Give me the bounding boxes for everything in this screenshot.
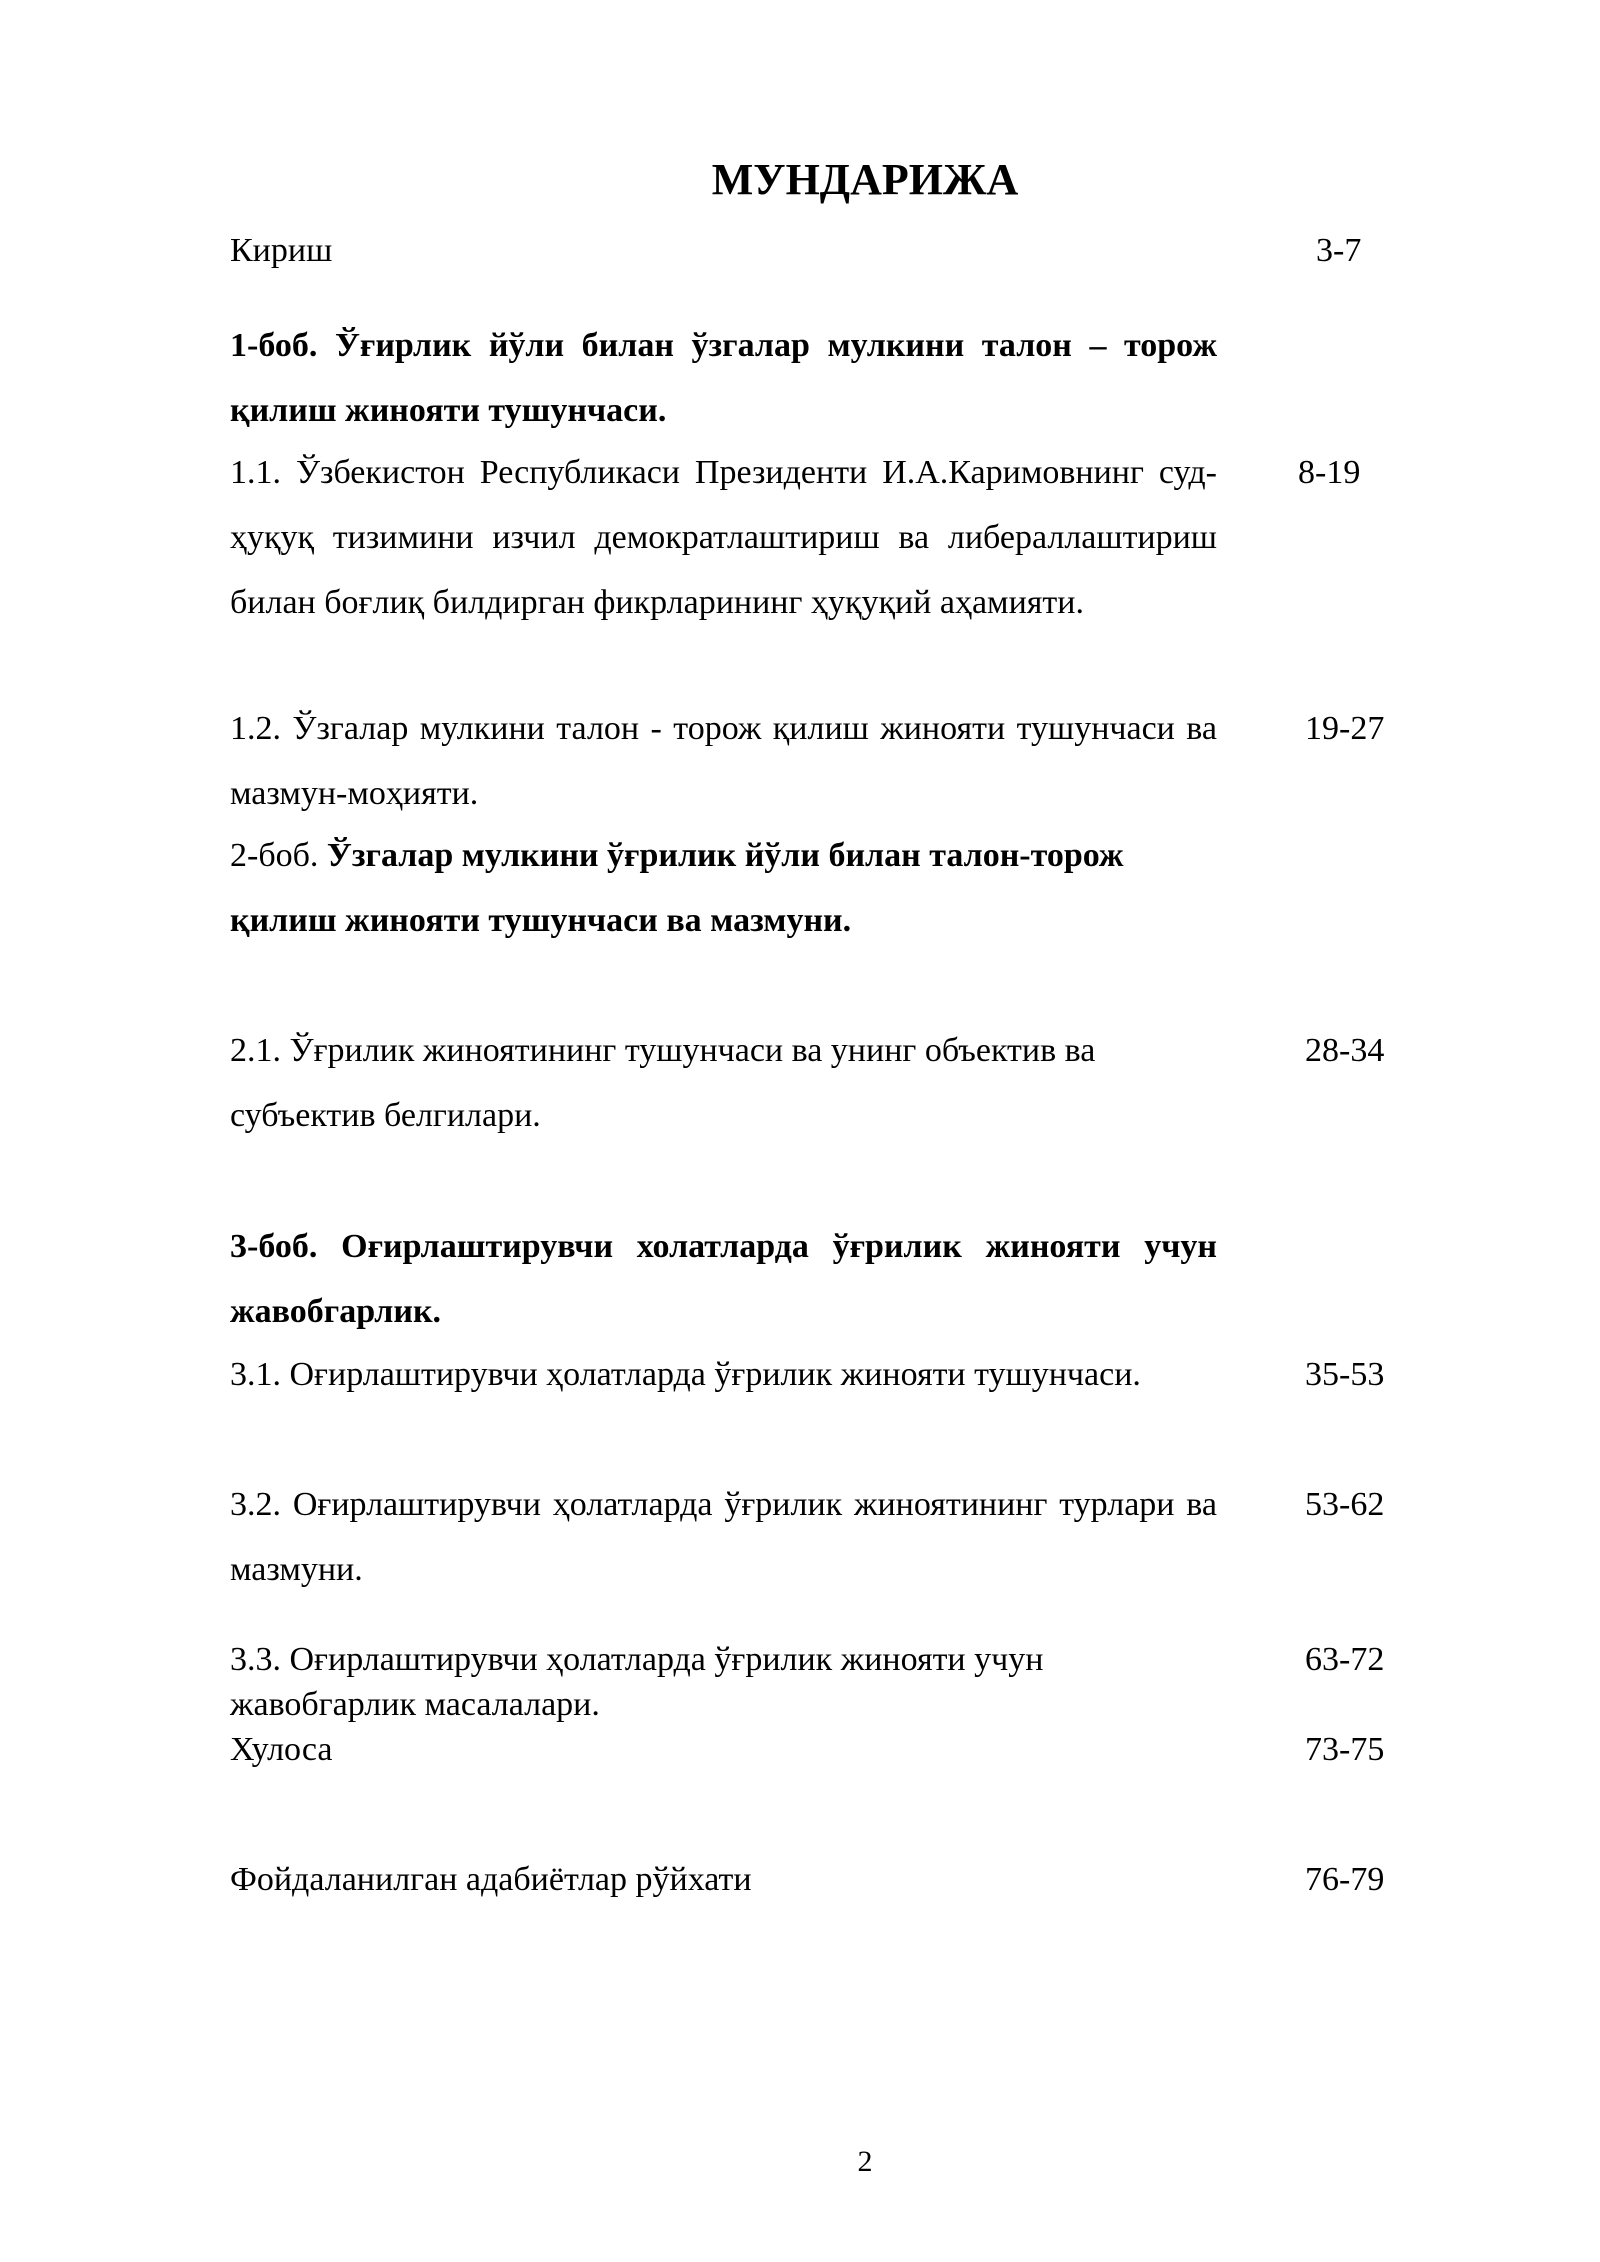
toc-entry-pages: 76-79 [1305, 1861, 1385, 1898]
toc-entry-3-3 [230, 1637, 1190, 1727]
toc-entry-text: Кириш [230, 232, 333, 269]
toc-entry-text: 3.2. Оғирлаштирувчи ҳолатларда ўғрилик жиноятининг турлари ва мазмуни. [230, 1486, 1217, 1588]
toc-chapter-2 [230, 823, 1140, 953]
toc-entry-references [230, 1857, 1217, 1902]
toc-entry-pages: 35-53 [1305, 1356, 1385, 1393]
toc-entry-pages: 3-7 [1316, 232, 1362, 269]
toc-entry-text: Ўзгалар мулкини ўғрилик йўли билан талон-торож қилиш жинояти тушунчаси ва мазмуни. [230, 837, 1124, 939]
toc-entry-1-1 [230, 440, 1217, 635]
toc-entry-pages: 73-75 [1305, 1731, 1385, 1768]
toc-title: МУНДАРИЖА [711, 155, 1019, 204]
toc-entry-text: 1.1. Ўзбекистон Республикаси Президенти И.А.Каримовнинг суд-ҳуқуқ тизимини изчил демократлаштириш ва либераллаштириш билан боғлиқ билдирган фикрларининг ҳуқуқий аҳамияти. [230, 454, 1217, 621]
toc-entry-conclusion [230, 1727, 1217, 1772]
toc-entry-text: 1-боб. Ўғирлик йўли билан ўзгалар мулкини талон – торож қилиш жинояти тушунчаси. [230, 327, 1217, 429]
toc-entry-text: 2.1. Ўғрилик жиноятининг тушунчаси ва унинг объектив ва субъектив белгилари. [230, 1032, 1096, 1134]
toc-entry-3-2 [230, 1472, 1217, 1602]
toc-entry-text: Фойдаланилган адабиётлар рўйхати [230, 1861, 752, 1898]
toc-entry-text: 3-боб. Оғирлаштирувчи холатларда ўғрилик жинояти учун жавобгарлик. [230, 1228, 1217, 1330]
toc-entry-text: 1.2. Ўзгалар мулкини талон - торож қилиш жинояти тушунчаси ва мазмун-моҳияти. [230, 710, 1217, 812]
toc-entry-pages: 28-34 [1305, 1032, 1385, 1069]
toc-entry-pages: 63-72 [1305, 1641, 1385, 1678]
toc-entry-2-1 [230, 1018, 1220, 1148]
toc-entry-text: Хулоса [230, 1731, 333, 1768]
toc-entry-pages: 8-19 [1298, 454, 1361, 491]
toc-chapter-prefix: 2-боб. [230, 837, 319, 874]
toc-entry-text: 3.1. Оғирлаштирувчи ҳолатларда ўғрилик жинояти тушунчаси. [230, 1356, 1141, 1393]
toc-entry-intro [230, 218, 1217, 283]
toc-chapter-1 [230, 313, 1217, 443]
toc-chapter-3 [230, 1214, 1217, 1344]
toc-entry-text: 3.3. Оғирлаштирувчи ҳолатларда ўғрилик жинояти учун жавобгарлик масалалари. [230, 1641, 1044, 1723]
toc-entry-3-1 [230, 1342, 1217, 1407]
toc-entry-1-2 [230, 696, 1217, 826]
toc-entry-pages: 53-62 [1305, 1486, 1385, 1523]
toc-entry-pages: 19-27 [1305, 710, 1385, 747]
page-number: 2 [857, 2145, 873, 2178]
